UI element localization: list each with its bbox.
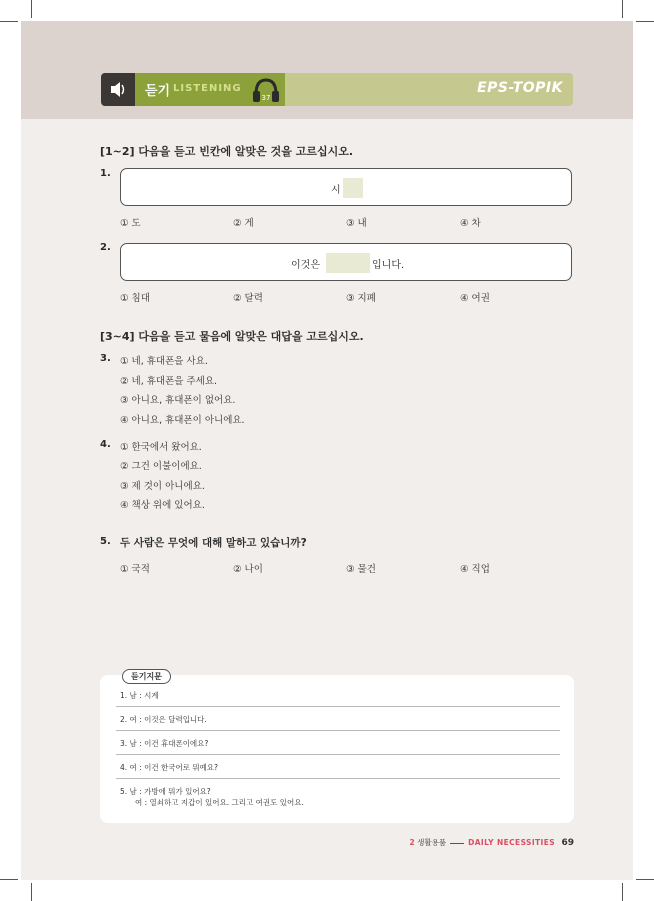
question-text: 입니다.	[372, 260, 405, 271]
script-line: 2. 여 : 이것은 달력입니다.	[120, 715, 207, 724]
question-number: 3.	[100, 353, 111, 364]
question-text: 시	[331, 185, 341, 196]
script-line: 여 : 열쇠하고 지갑이 있어요. 그리고 여권도 있어요.	[135, 798, 304, 807]
divider	[116, 754, 560, 755]
banner-title: 듣기	[145, 84, 171, 99]
script-line: 4. 여 : 이건 한국어로 뭐예요?	[120, 763, 219, 772]
chapter-title: 생활용품	[417, 838, 447, 847]
divider	[116, 730, 560, 731]
chapter-category: DAILY NECESSITIES	[468, 838, 556, 847]
page-number: 69	[561, 838, 574, 848]
banner-section	[135, 73, 285, 106]
divider	[450, 843, 464, 844]
option: ③ 지폐	[346, 293, 376, 304]
option: ① 도	[120, 218, 141, 229]
option: ① 한국에서 왔어요.	[120, 442, 202, 453]
question-number: 1.	[100, 168, 111, 179]
option: ④ 직업	[460, 564, 490, 575]
listening-banner	[101, 73, 573, 106]
option: ② 그건 이불이에요.	[120, 461, 202, 472]
option: ④ 차	[460, 218, 481, 229]
section-heading-2: [3~4] 다음을 듣고 물음에 알맞은 대답을 고르십시오.	[100, 330, 364, 343]
option: ② 나이	[233, 564, 263, 575]
chapter-number: 2	[409, 838, 415, 847]
crop-mark	[31, 883, 32, 901]
option: ④ 아니요, 휴대폰이 아니에요.	[120, 415, 245, 426]
option: ① 국적	[120, 564, 150, 575]
page-footer	[409, 837, 574, 848]
answer-blank	[326, 253, 370, 273]
question-number: 5.	[100, 536, 111, 547]
question-number: 2.	[100, 242, 111, 253]
option: ③ 제 것이 아니에요.	[120, 481, 205, 492]
page	[21, 21, 633, 880]
option: ③ 물건	[346, 564, 376, 575]
option: ① 침대	[120, 293, 150, 304]
option: ③ 아니요, 휴대폰이 없어요.	[120, 395, 236, 406]
question-box	[120, 168, 572, 206]
crop-mark	[0, 21, 18, 22]
option: ① 네, 휴대폰을 사요.	[120, 356, 208, 367]
crop-mark	[0, 879, 18, 880]
divider	[116, 706, 560, 707]
question-box	[120, 243, 572, 281]
crop-mark	[31, 0, 32, 18]
option: ② 달력	[233, 293, 263, 304]
option: ② 게	[233, 218, 254, 229]
option: ② 네, 휴대폰을 주세요.	[120, 376, 218, 387]
script-label: 듣기지문	[122, 669, 171, 684]
listening-script-card	[100, 672, 574, 823]
section-heading-1: [1~2] 다음을 듣고 빈칸에 알맞은 것을 고르십시오.	[100, 145, 354, 158]
option: ④ 책상 위에 있어요.	[120, 500, 205, 511]
crop-mark	[636, 21, 654, 22]
banner-subtitle: LISTENING	[173, 83, 242, 94]
crop-mark	[636, 879, 654, 880]
option: ③ 내	[346, 218, 367, 229]
divider	[116, 778, 560, 779]
question-text: 이것은	[291, 260, 320, 271]
crop-mark	[622, 0, 623, 18]
answer-blank	[343, 178, 363, 198]
question-text: 두 사람은 무엇에 대해 말하고 있습니까?	[120, 537, 307, 549]
brand-logo: EPS-TOPIK	[477, 80, 563, 96]
script-line: 5. 남 : 가방에 뭐가 있어요?	[120, 787, 211, 796]
speaker-icon	[101, 73, 135, 106]
headphones-icon	[251, 76, 281, 104]
option: ④ 여권	[460, 293, 490, 304]
crop-mark	[622, 883, 623, 901]
script-line: 3. 남 : 이건 휴대폰이에요?	[120, 739, 209, 748]
script-line: 1. 남 : 시계	[120, 691, 159, 700]
question-number: 4.	[100, 439, 111, 450]
track-number: 37	[261, 94, 271, 102]
